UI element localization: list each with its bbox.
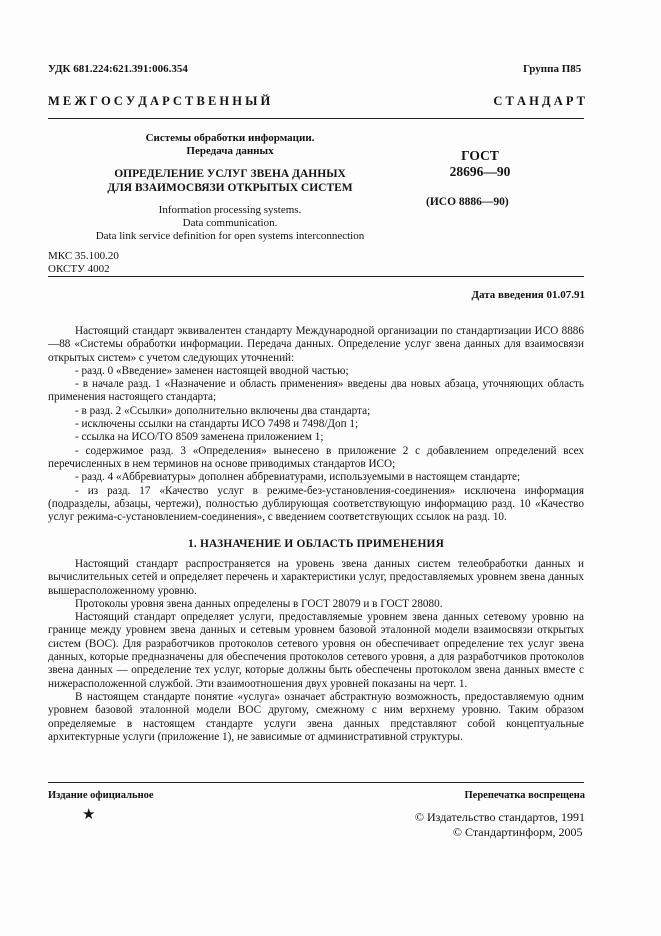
section-paragraph: Протоколы уровня звена данных определены в ГОСТ 28079 и в ГОСТ 28080. — [75, 597, 443, 610]
intro-list-item: - разд. 0 «Введение» заменен настоящей вводной частью; — [75, 364, 349, 377]
intro-list-item: - разд. 4 «Аббревиатуры» дополнен аббревиатурами, используемыми в настоящем стандарте; — [75, 471, 521, 484]
gost-label: ГОСТ — [461, 148, 499, 163]
intro-list-item: - в разд. 2 «Ссылки» дополнительно включены два стандарта; — [75, 404, 371, 417]
reprint-prohibited: Перепечатка воспрещена — [464, 790, 585, 801]
copyright-block — [415, 810, 585, 840]
intro-list-item: - в начале разд. 1 «Назначение и область применения» введены два новых абзаца, уточняющих область применения настоящего стандарта; — [48, 378, 584, 404]
okstu-code: ОКСТУ 4002 — [48, 263, 110, 275]
intro-text — [48, 325, 584, 524]
english-title-line-3: Data link service definition for open systems interconnection — [95, 230, 365, 242]
title-line-2: ДЛЯ ВЗАИМОСВЯЗИ ОТКРЫТЫХ СИСТЕМ — [107, 182, 353, 194]
english-title-line-1: Information processing systems. — [158, 204, 302, 216]
mks-code: МКС 35.100.20 — [48, 250, 119, 262]
section-paragraph: Настоящий стандарт определяет услуги, предоставляемые уровнем звена данных сетевому уровню на границе между уровнем звена данных и сетевым уровнем базовой эталонной модели взаимосвязи открытых систем (ВОС). Для разработчиков протоколов сетевого уровня он обеспечивает определение тех услуг звена данных, которые предназначены для обеспечения протоколов сетевого уровня, а для разработчиков протоколов звена данных — определение тех услуг, которые должны быть обеспечены протоколом звена данных вместе с нижерасположенной службой. Эти взаимоотношения двух уровней показаны на черт. 1. — [48, 611, 584, 690]
system-line-2: Передача данных — [186, 145, 274, 157]
intro-list-item: - содержимое разд. 3 «Определения» вынесено в приложение 2 с добавлением определений всех перечисленных в нем терминов на основе приводимых стандартов ИСО; — [48, 444, 584, 470]
gost-number: 28696—90 — [449, 164, 511, 179]
copyright-2005: © Стандартинформ, 2005 — [452, 825, 583, 839]
intro-paragraph: Настоящий стандарт эквивалентен стандарту Международной организации по стандартизации ИСО 8886—88 «Системы обработки информации. Передача данных. Определение услуг звена данных для взаимосвязи открытых систем» с учетом следующих уточнений: — [48, 325, 584, 364]
iso-reference: (ИСО 8886—90) — [426, 196, 509, 208]
banner-word-interstate: М Е Ж Г О С У Д А Р С Т В Е Н Н Ы Й — [48, 94, 271, 108]
classification — [48, 250, 119, 276]
section-paragraph: Настоящий стандарт распространяется на уровень звена данных систем телеобработки данных и вычислительных сетей и определяет перечень и характеристики услуг, предоставляемых уровнем звена данных вышерасположенному уровню. — [48, 558, 584, 597]
section-paragraph: В настоящем стандарте понятие «услуга» означает абстрактную возможность, предоставляемую одним уровнем базовой эталонной модели ВОС другому, смежному с ним верхнему уровню. Таким образом определяемые в настоящем стандарте услуги звена данных представляют собой концептуальные архитектурные услуги (приложение 1), не зависимые от административной структуры. — [48, 690, 584, 743]
copyright-1991: © Издательство стандартов, 1991 — [414, 810, 585, 824]
title-block — [80, 132, 380, 243]
group-code: Группа П85 — [523, 63, 582, 75]
gost-designation — [420, 148, 540, 180]
official-edition: Издание официальное — [48, 790, 154, 801]
system-line-1: Системы обработки информации. — [145, 132, 315, 144]
footer-rule — [48, 782, 584, 783]
standard-banner — [48, 94, 585, 109]
intro-list-item: - исключены ссылки на стандарты ИСО 7498 и 7498/Доп 1; — [75, 418, 359, 431]
banner-rule — [48, 118, 584, 119]
section-1-title: 1. НАЗНАЧЕНИЕ И ОБЛАСТЬ ПРИМЕНЕНИЯ — [187, 538, 445, 550]
udk-code: УДК 681.224:621.391:006.354 — [48, 63, 188, 75]
introduction-date: Дата введения 01.07.91 — [471, 289, 585, 301]
classification-rule — [48, 276, 584, 277]
intro-list-item: - ссылка на ИСО/ТО 8509 заменена приложением 1; — [75, 431, 324, 444]
banner-word-standard: С Т А Н Д А Р Т — [493, 94, 585, 108]
section-1-text — [48, 558, 584, 744]
star-icon: ★ — [82, 807, 96, 823]
title-line-1: ОПРЕДЕЛЕНИЕ УСЛУГ ЗВЕНА ДАННЫХ — [114, 168, 346, 180]
english-title-line-2: Data communication. — [182, 217, 278, 229]
intro-list-item: - из разд. 17 «Качество услуг в режиме-без-установления-соединения» исключена информация (подразделы, абзацы, чертежи), полностью дублирующая соответствующую информацию разд. 10 «Качество услуг режима-с-установлением-соединения», с введением соответствующих ссылок на разд. 10. — [48, 484, 584, 524]
